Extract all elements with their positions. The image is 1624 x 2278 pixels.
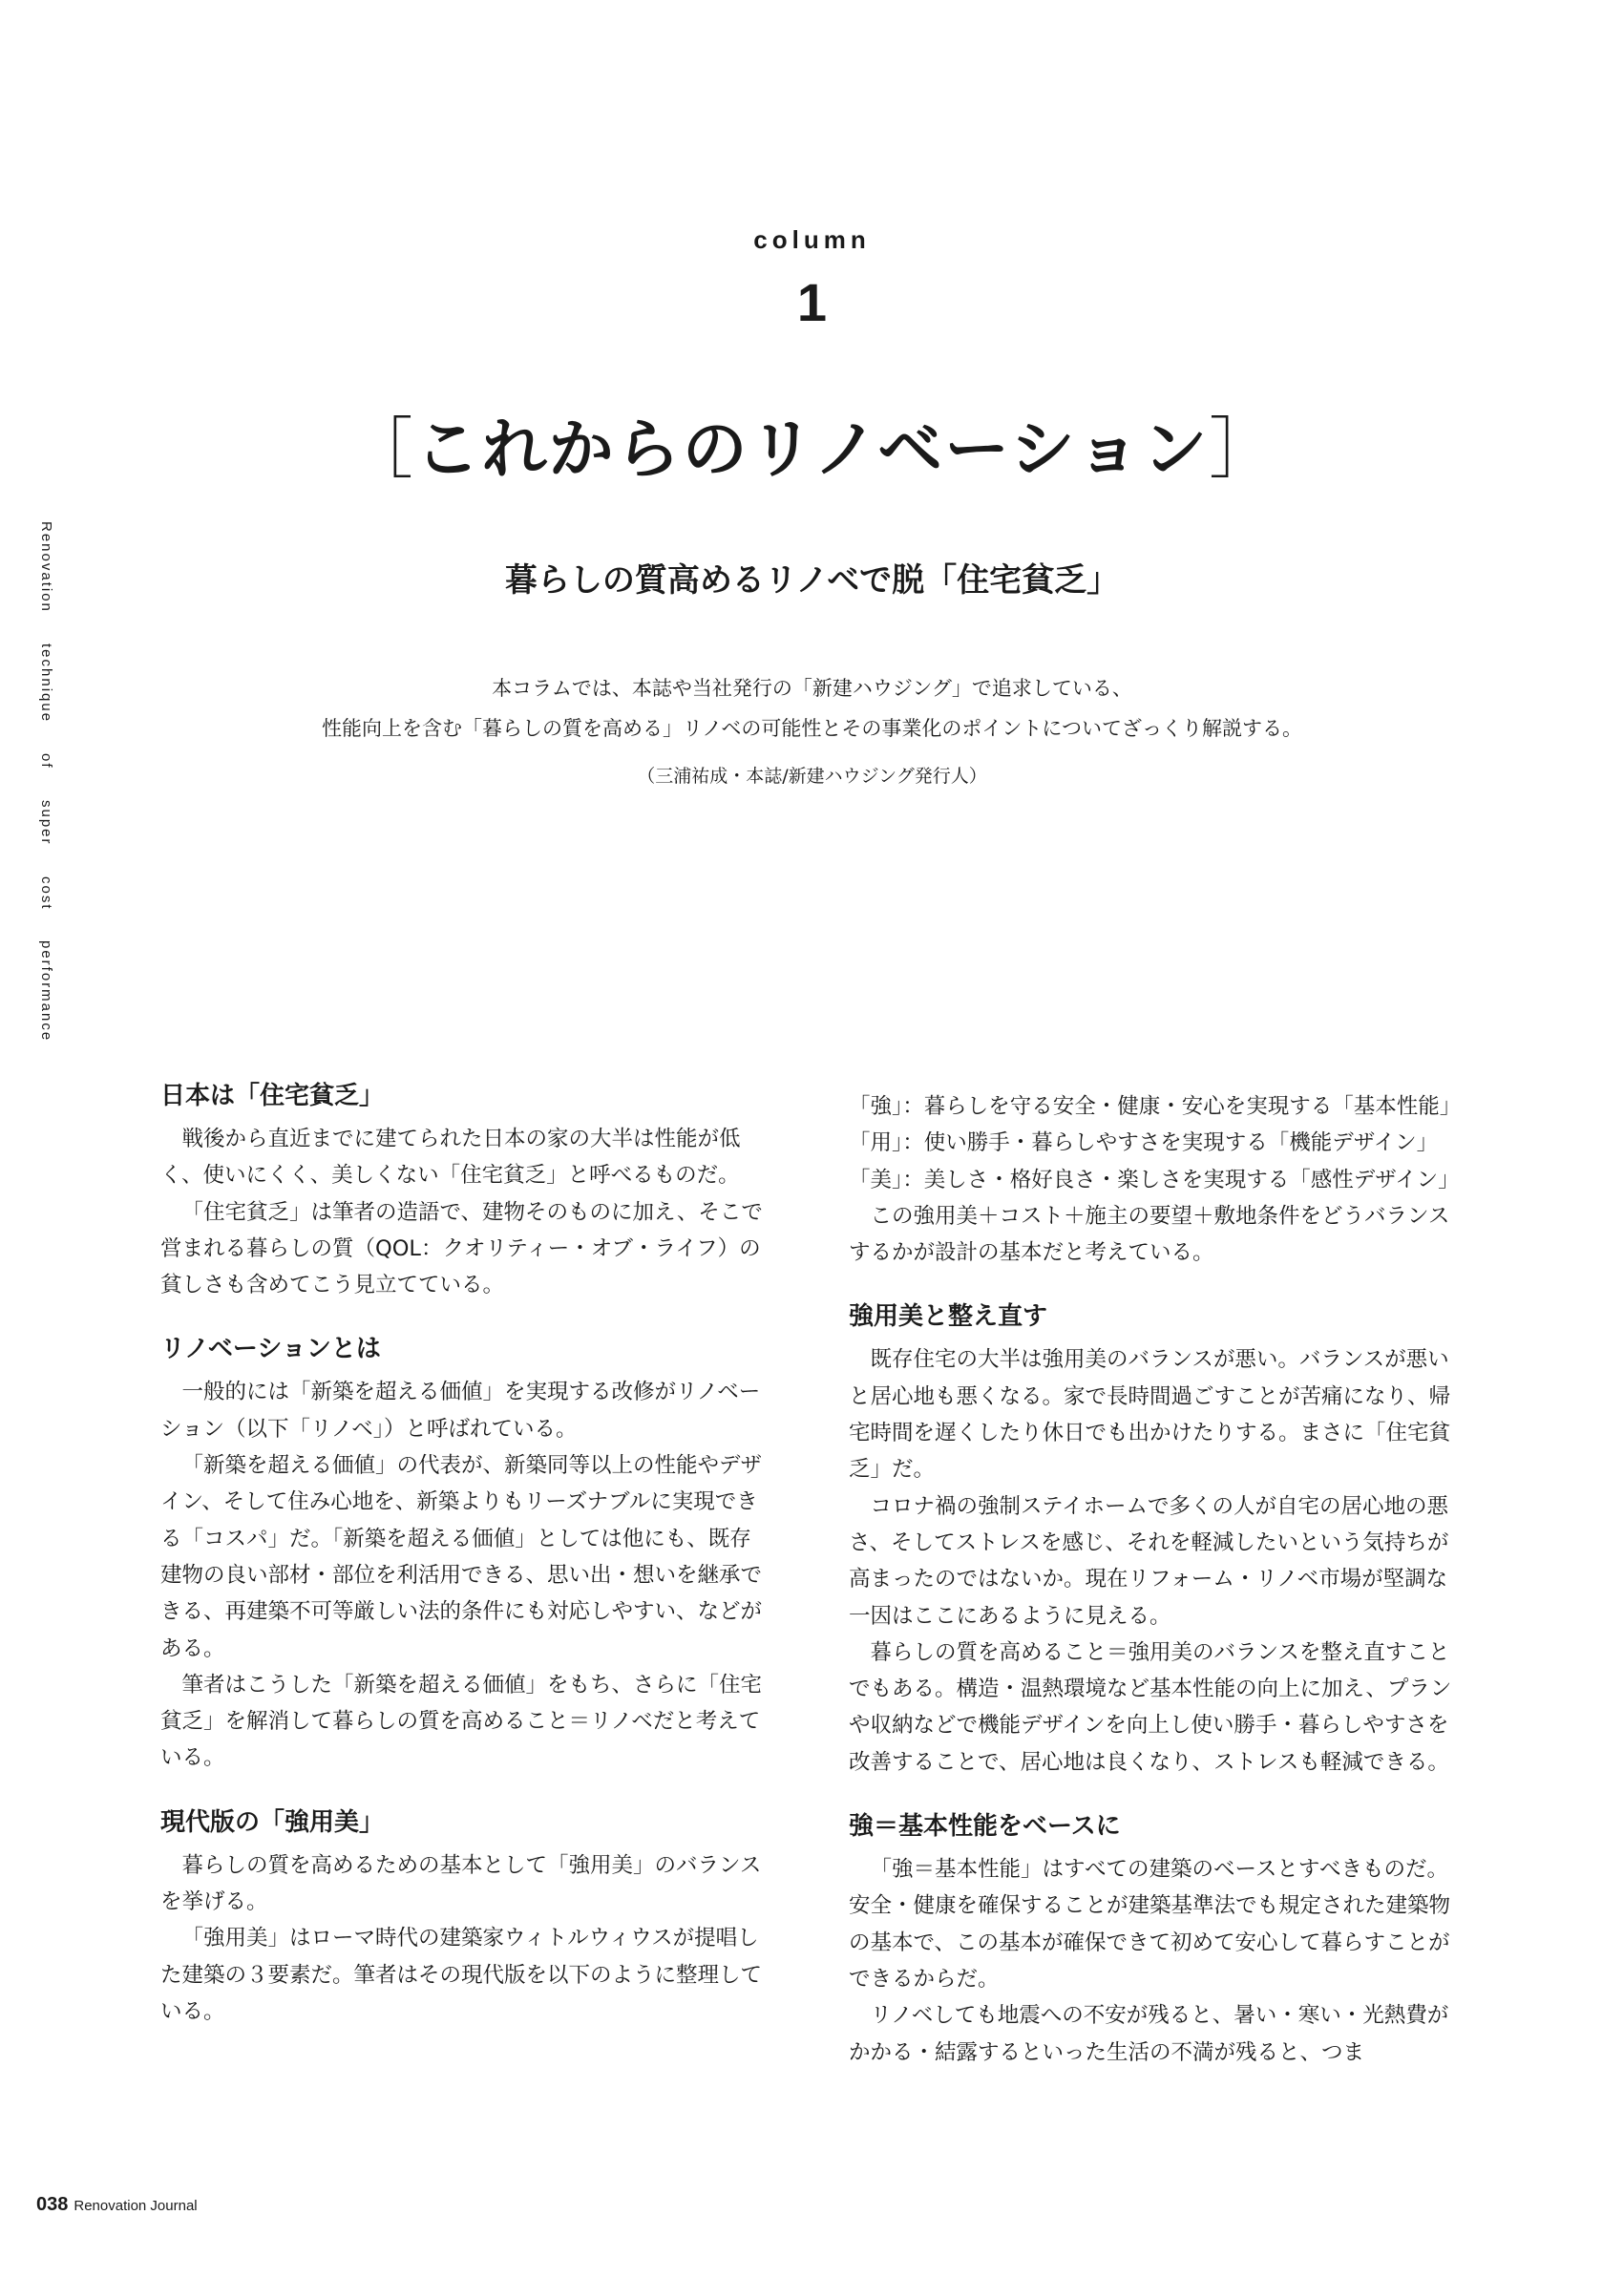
paragraph: この強用美＋コスト＋施主の要望＋敷地条件をどうバランスするかが設計の基本だと考えている。: [849, 1203, 1450, 1266]
section-heading: 日本は「住宅貧乏」: [160, 1082, 385, 1110]
paragraph: リノベしても地震への不安が残ると、暑い・寒い・光熱費がかかる・結露するといった生活の不満が残ると、つま: [849, 2003, 1449, 2065]
title-bracket-close: ］: [1209, 410, 1278, 488]
paragraph: 「強＝基本性能」はすべての建築のベースとすべきものだ。安全・健康を確保することが建築基準法でも規定された建築物の基本で、この基本が確保できて初めて安心して暮らすことができるからだ。: [849, 1857, 1451, 1992]
article-section: [160, 1328, 771, 1776]
paragraph: 暮らしの質を高めること＝強用美のバランスを整え直すことでもある。構造・温熱環境など基本性能の向上に加え、プランや収納などで機能デザインを向上し使い勝手・暮らしやすさを改善することで、居心地は良くなり、ストレスも軽減できる。: [849, 1639, 1452, 1775]
paragraph: 既存住宅の大半は強用美のバランスが悪い。バランスが悪いと居心地も悪くなる。家で長時間過ごすことが苦痛になり、帰宅時間を遅くしたり休日でも出かけたりする。まさに「住宅貧乏」だ。: [849, 1347, 1451, 1483]
lead-line-1: 本コラムでは、本誌や当社発行の「新建ハウジング」で追求している、: [492, 677, 1132, 700]
section-heading: リノベーションとは: [160, 1335, 381, 1364]
title-bracket-open: ［: [346, 410, 415, 488]
side-word: cost: [38, 875, 54, 911]
article-section: [849, 1088, 1460, 1271]
list-item: 「用」：使い勝手・暮らしやすさを実現する「機能デザイン」: [849, 1130, 1439, 1156]
right-column: [849, 1088, 1460, 2096]
paragraph: 暮らしの質を高めるための基本として「強用美」のバランスを挙げる。: [160, 1852, 762, 1915]
article-section: [849, 1805, 1460, 2071]
section-heading: 強＝基本性能をベースに: [849, 1812, 1121, 1842]
side-word: of: [38, 753, 54, 770]
list-item: 「美」：美しさ・格好良さ・楽しさを実現する「感性デザイン」: [849, 1167, 1460, 1192]
paragraph: 「住宅貧乏」は筆者の造語で、建物そのものに加え、そこで営まれる暮らしの質（QOL：クオリティー・オブ・ライフ）の貧しさも含めてこう見立てている。: [160, 1199, 763, 1298]
paragraph: コロナ禍の強制ステイホームで多くの人が自宅の居心地の悪さ、そしてストレスを感じ、それを軽減したいという気持ちが高まったのではないか。現在リフォーム・リノベ市場が堅調な一因はここにあるように見える。: [849, 1493, 1449, 1629]
journal-name: Renovation Journal: [74, 2198, 198, 2214]
side-word: Renovation: [38, 521, 54, 613]
side-word: performance: [38, 940, 54, 1043]
paragraph: 戦後から直近までに建てられた日本の家の大半は性能が低く、使いにくく、美しくない「住宅貧乏」と呼べるものだ。: [160, 1127, 741, 1189]
column-number: 1: [796, 272, 828, 332]
left-column: [160, 1075, 771, 2055]
paragraph: 「新築を超える価値」の代表が、新築同等以上の性能やデザイン、そして住み心地を、新築よりもリーズナブルに実現できる「コスパ」だ。「新築を超える価値」としては他にも、既存建物の良い部材・部位を利活用できる、思い出・想いを継承できる、再建築不可等厳しい法的条件にも対応しやすい、などがある。: [160, 1453, 763, 1661]
side-vertical-text: [38, 521, 54, 1067]
page-footer: [36, 2194, 198, 2216]
paragraph: 一般的には「新築を超える価値」を実現する改修がリノベーション（以下「リノベ」）と呼ばれている。: [160, 1380, 761, 1442]
article-section: [160, 1075, 771, 1303]
paragraph: 「強用美」はローマ時代の建築家ウィトルウィウスが提唱した建築の３要素だ。筆者はその現代版を以下のように整理している。: [160, 1926, 763, 2024]
lead-text: [0, 668, 1624, 749]
article-section: [849, 1296, 1460, 1781]
side-word: super: [38, 799, 54, 846]
subtitle: 暮らしの質高めるリノベで脱「住宅貧乏」: [504, 561, 1120, 600]
article-section: [160, 1802, 771, 2030]
column-label: column: [753, 225, 871, 254]
list-item: 「強」：暮らしを守る安全・健康・安心を実現する「基本性能」: [849, 1094, 1462, 1119]
section-heading: 強用美と整え直す: [849, 1302, 1048, 1332]
page-title: [0, 409, 1624, 490]
title-text: これからのリノベーション: [414, 412, 1210, 488]
lead-line-2: 性能向上を含む「暮らしの質を高める」リノベの可能性とその事業化のポイントについてざっくり解説する。: [322, 717, 1302, 740]
section-heading: 現代版の「強用美」: [160, 1807, 385, 1837]
side-word: technique: [38, 643, 54, 724]
paragraph: 筆者はこうした「新築を超える価値」をもち、さらに「住宅貧乏」を解消して暮らしの質を高めること＝リノベだと考えている。: [160, 1672, 763, 1771]
author-credit: （三浦祐成・本誌/新建ハウジング発行人）: [637, 766, 987, 787]
page-number: 038: [36, 2194, 69, 2215]
